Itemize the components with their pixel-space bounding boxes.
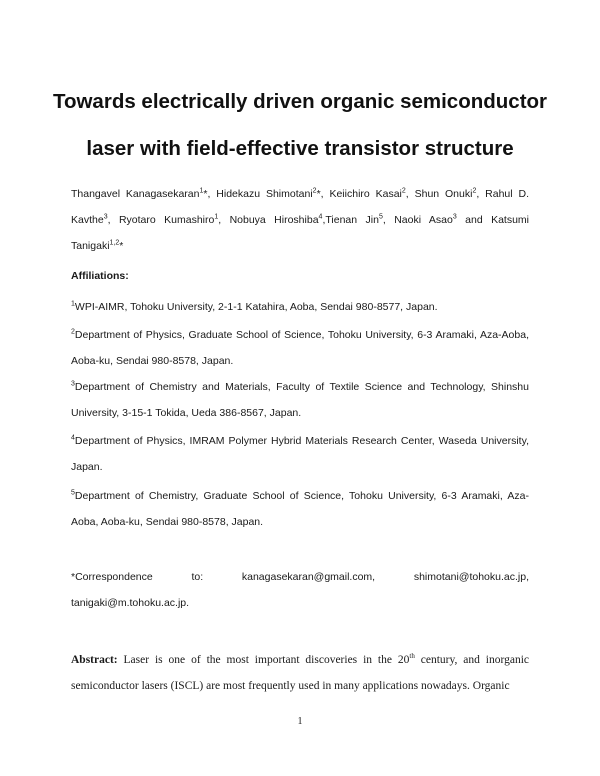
- author-affiliation-marker: 1: [214, 213, 219, 221]
- author-name: Hidekazu Shimotani: [216, 188, 313, 200]
- affiliation-3-marker: 3: [71, 380, 75, 388]
- correspondence-label: *Correspondence: [71, 571, 153, 583]
- author-name: Naoki Asao: [394, 214, 453, 226]
- affiliation-2-text: Department of Physics, Graduate School of Science, Tohoku University, 6-3 Aramaki, Aza-Aoba, Aoba-ku, Sendai 980-8578, Japan.: [71, 329, 529, 367]
- author-name: Katsumi Tanigaki: [71, 214, 530, 252]
- author-affiliation-marker: 2: [312, 187, 317, 195]
- author-entry: [325, 214, 382, 226]
- paper-title-line-2: laser with field-effective transistor structure: [86, 137, 514, 160]
- author-affiliation-marker: 2: [472, 187, 477, 195]
- affiliation-3: [71, 374, 529, 426]
- author-list: Thangavel Kanagasekaran$^1$*, Hidekazu Shimotani$^2$*, Keiichiro Kasai$^2$, Shun Onuki$^2$, Rahul D. Kavthe$^3$, Ryotaro Kumashiro$^1$, Nobuya Hiroshiba$^4$,Tienan Jin$^5$, Naoki Asao$^3$ and Katsumi Tanigaki$^{1,2}$*: [71, 187, 530, 252]
- affiliation-1: [71, 294, 529, 320]
- correspondence-email-3[interactable]: tanigaki@m.tohoku.ac.jp.: [71, 597, 190, 609]
- abstract-paragraph: [71, 647, 529, 699]
- abstract-label: Abstract:: [71, 654, 118, 666]
- affiliation-5-marker: 5: [71, 489, 75, 497]
- correspondence-row: [71, 564, 529, 590]
- author-affiliation-marker: 1,2: [109, 239, 120, 247]
- correspondence-block: [71, 564, 529, 616]
- author-corresponding-mark: *: [316, 188, 321, 200]
- paper-title-line-1: Towards electrically driven organic semiconductor: [52, 90, 548, 113]
- author-entry: [230, 214, 323, 226]
- author-affiliation-marker: 3: [452, 213, 457, 221]
- author-name: Tienan Jin: [325, 214, 379, 226]
- abstract-superscript: th: [409, 652, 415, 661]
- affiliation-1-marker: 1: [71, 300, 75, 308]
- abstract-text-a: Laser is one of the most important discoveries in the 20: [117, 654, 410, 666]
- author-affiliation-marker: 4: [318, 213, 323, 221]
- author-entry: [329, 188, 405, 200]
- author-name: Nobuya Hiroshiba: [229, 214, 319, 226]
- author-entry: [216, 188, 320, 200]
- affiliation-2: [71, 322, 529, 374]
- affiliation-3-text: Department of Chemistry and Materials, Faculty of Textile Science and Technology, Shinshu University, 3-15-1 Tokida, Ueda 386-8567, Japan.: [71, 381, 529, 419]
- correspondence-to: to:: [191, 571, 204, 583]
- author-corresponding-mark: *: [119, 240, 124, 252]
- author-corresponding-mark: *: [203, 188, 208, 200]
- author-name: Shun Onuki: [414, 188, 473, 200]
- author-name: Keiichiro Kasai: [329, 188, 402, 200]
- author-name: Ryotaro Kumashiro: [118, 214, 215, 226]
- author-affiliation-marker: 2: [401, 187, 406, 195]
- affiliation-4-marker: 4: [71, 434, 75, 442]
- author-affiliation-marker: 5: [378, 213, 383, 221]
- author-affiliation-marker: 3: [103, 213, 108, 221]
- author-entry: [415, 188, 477, 200]
- author-name: Thangavel Kanagasekaran: [71, 188, 200, 200]
- affiliation-4-text: Department of Physics, IMRAM Polymer Hybrid Materials Research Center, Waseda University, Japan.: [71, 435, 529, 473]
- correspondence-email-1[interactable]: kanagasekaran@gmail.com,: [241, 571, 376, 583]
- affiliation-5: [71, 483, 529, 535]
- page-number: 1: [297, 716, 303, 727]
- author-entry: [71, 188, 207, 200]
- author-entry: [394, 214, 457, 226]
- correspondence-email-2[interactable]: shimotani@tohoku.ac.jp,: [413, 571, 529, 583]
- affiliation-2-marker: 2: [71, 328, 75, 336]
- author-affiliation-marker: 1: [199, 187, 204, 195]
- affiliation-1-text: WPI-AIMR, Tohoku University, 2-1-1 Katahira, Aoba, Sendai 980-8577, Japan.: [74, 301, 438, 313]
- abstract-text-b: century, and inorganic semiconductor lasers (ISCL) are most frequently used in many applications nowadays. Organic: [71, 654, 530, 692]
- affiliation-4: [71, 428, 529, 480]
- author-name: Rahul D. Kavthe: [71, 188, 529, 226]
- author-entry: [119, 214, 218, 226]
- affiliation-5-text: Department of Chemistry, Graduate School of Science, Tohoku University, 6-3 Aramaki, Aza-Aoba, Aoba-ku, Sendai 980-8578, Japan.: [71, 490, 529, 528]
- affiliations-heading: Affiliations:: [71, 270, 129, 282]
